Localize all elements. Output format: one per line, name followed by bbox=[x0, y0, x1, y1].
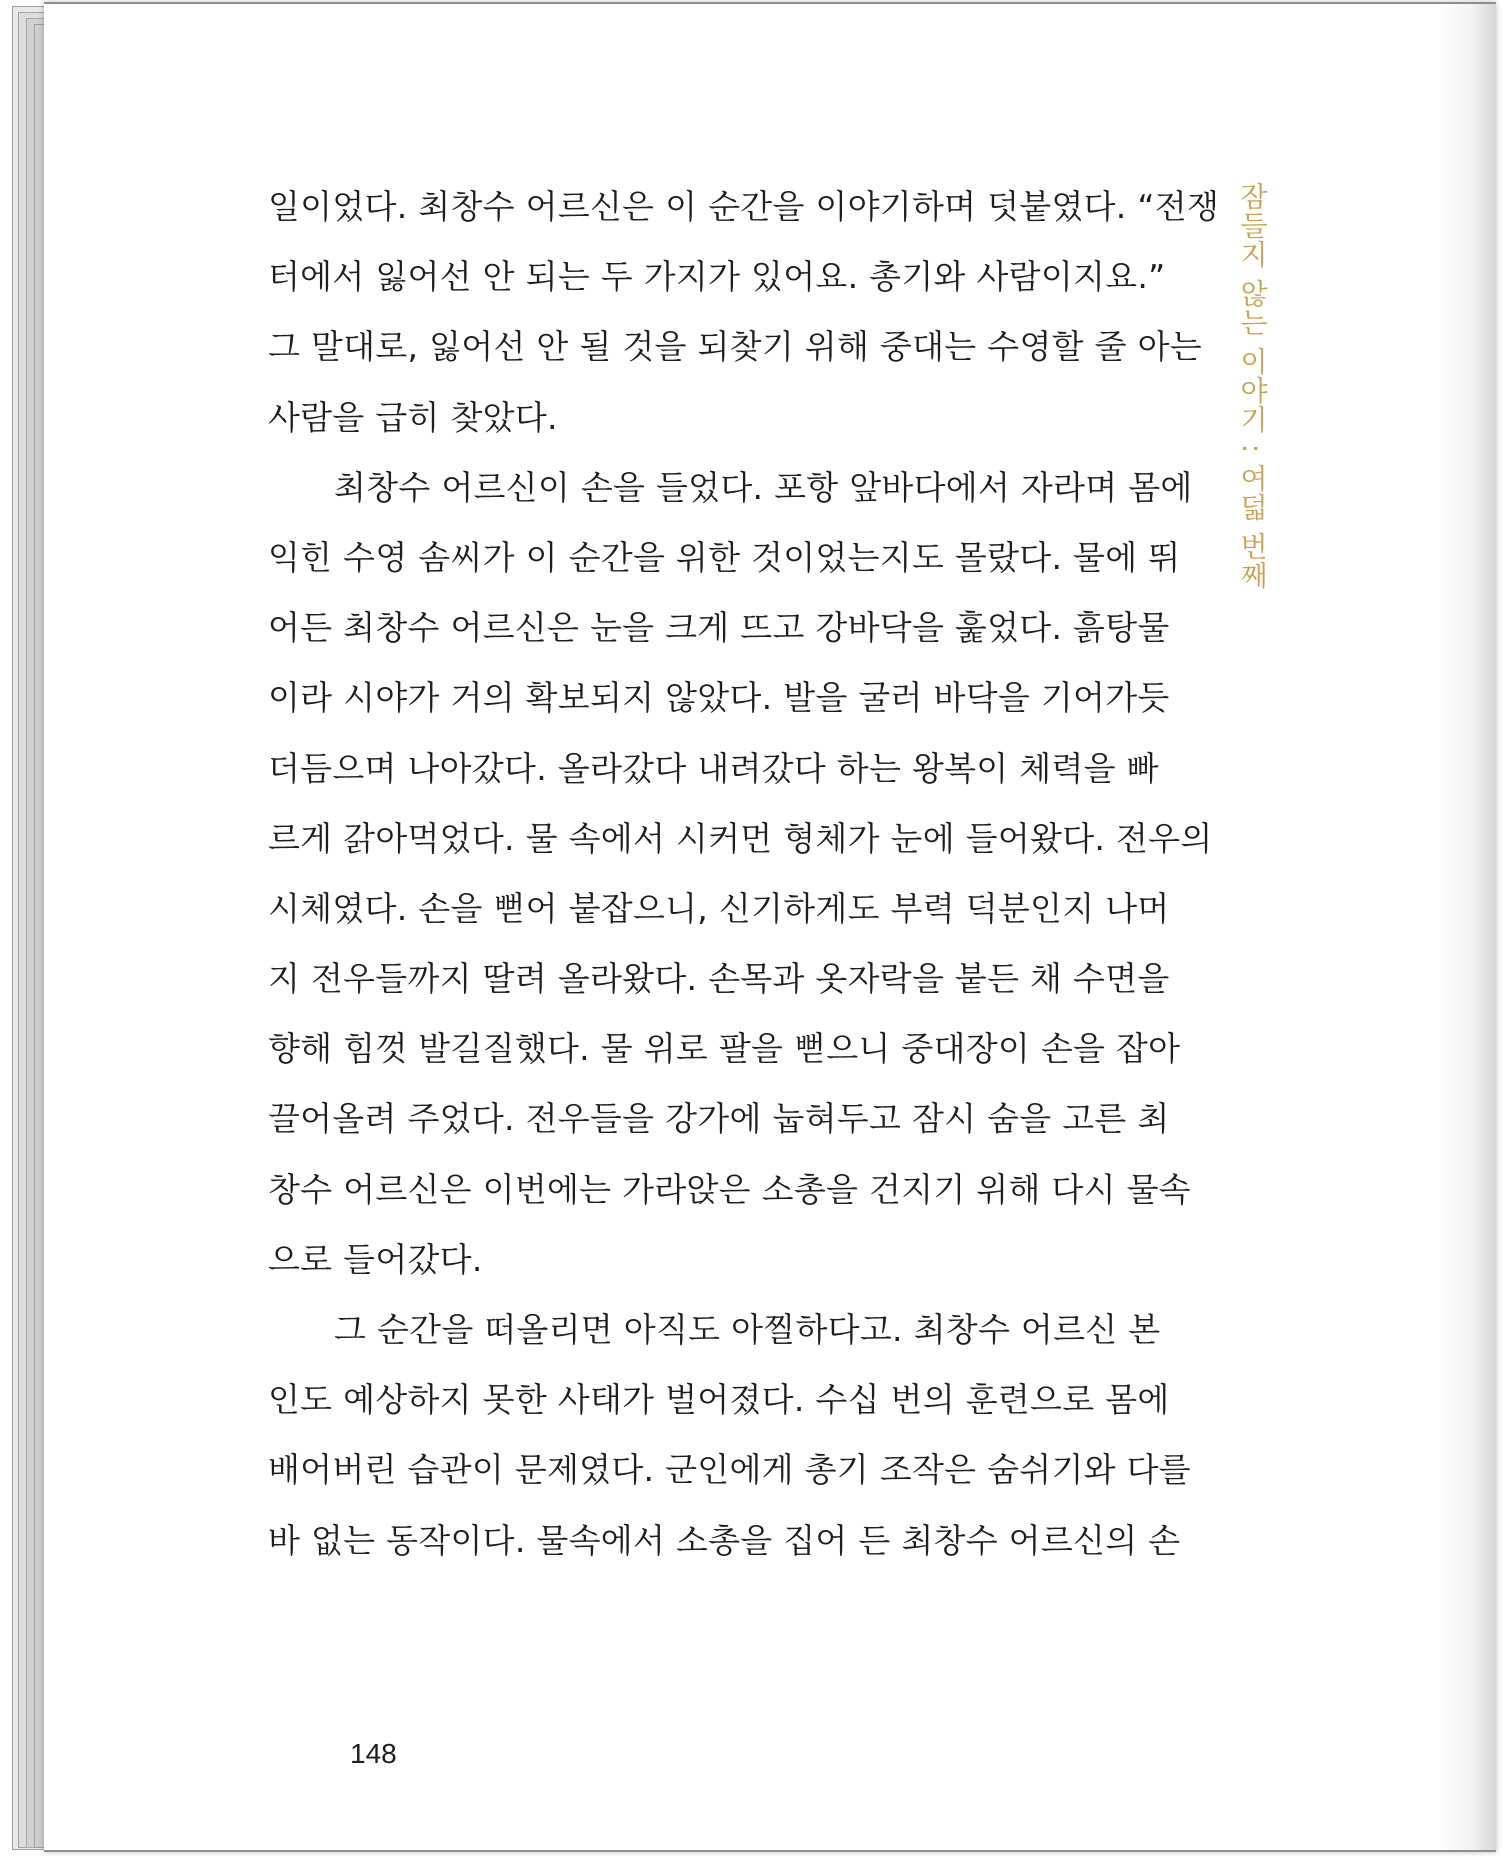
text-line: 창수 어르신은 이번에는 가라앉은 소총을 건지기 위해 다시 물속 bbox=[268, 1169, 1191, 1209]
text-line: 익힌 수영 솜씨가 이 순간을 위한 것이었는지도 몰랐다. 물에 뛰 bbox=[268, 537, 1181, 577]
text-line: 지 전우들까지 딸려 올라왔다. 손목과 옷자락을 붙든 채 수면을 bbox=[268, 959, 1170, 999]
text-line: 사람을 급히 찾았다. bbox=[268, 397, 558, 437]
text-line: 바 없는 동작이다. 물속에서 소총을 집어 든 최창수 어르신의 손 bbox=[268, 1520, 1181, 1560]
text-line: 그 말대로, 잃어선 안 될 것을 되찾기 위해 중대는 수영할 줄 아는 bbox=[268, 327, 1202, 367]
text-line: 시체였다. 손을 뻗어 붙잡으니, 신기하게도 부력 덕분인지 나머 bbox=[268, 888, 1170, 928]
page-number: 148 bbox=[350, 1738, 397, 1769]
text-line: 향해 힘껏 발길질했다. 물 위로 팔을 뻗으니 중대장이 손을 잡아 bbox=[268, 1029, 1181, 1069]
text-line: 르게 갉아먹었다. 물 속에서 시커먼 형체가 눈에 들어왔다. 전우의 bbox=[268, 818, 1213, 858]
body-text bbox=[268, 172, 1220, 1576]
text-line: 끌어올려 주었다. 전우들을 강가에 눕혀두고 잠시 숨을 고른 최 bbox=[268, 1099, 1170, 1139]
text-line: 더듬으며 나아갔다. 올라갔다 내려갔다 하는 왕복이 체력을 빠 bbox=[268, 748, 1159, 788]
paragraph bbox=[268, 172, 1220, 453]
paragraph bbox=[268, 453, 1213, 1295]
text-line: 으로 들어갔다. bbox=[268, 1239, 483, 1279]
text-line: 인도 예상하지 못한 사태가 벌어졌다. 수십 번의 훈련으로 몸에 bbox=[268, 1380, 1170, 1420]
running-head: 잠들지 않는 이야기 : 여덟 번째 bbox=[1236, 182, 1269, 590]
text-line: 일이었다. 최창수 어르신은 이 순간을 이야기하며 덧붙였다. “전쟁 bbox=[268, 187, 1220, 226]
text-line: 최창수 어르신이 손을 들었다. 포항 앞바다에서 자라며 몸에 bbox=[334, 467, 1193, 507]
text-line: 터에서 잃어선 안 되는 두 가지가 있어요. 총기와 사람이지요.” bbox=[268, 257, 1166, 297]
spine-shadow bbox=[1436, 4, 1496, 1850]
text-line: 이라 시야가 거의 확보되지 않았다. 발을 굴러 바닥을 기어가듯 bbox=[268, 678, 1170, 718]
text-line: 배어버린 습관이 문제였다. 군인에게 총기 조작은 숨쉬기와 다를 bbox=[268, 1450, 1191, 1490]
text-line: 어든 최창수 어르신은 눈을 크게 뜨고 강바닥을 훑었다. 흙탕물 bbox=[268, 608, 1170, 648]
book-page bbox=[44, 2, 1496, 1852]
text-line: 그 순간을 떠올리면 아직도 아찔하다고. 최창수 어르신 본 bbox=[334, 1310, 1161, 1349]
paragraph bbox=[268, 1295, 1208, 1576]
